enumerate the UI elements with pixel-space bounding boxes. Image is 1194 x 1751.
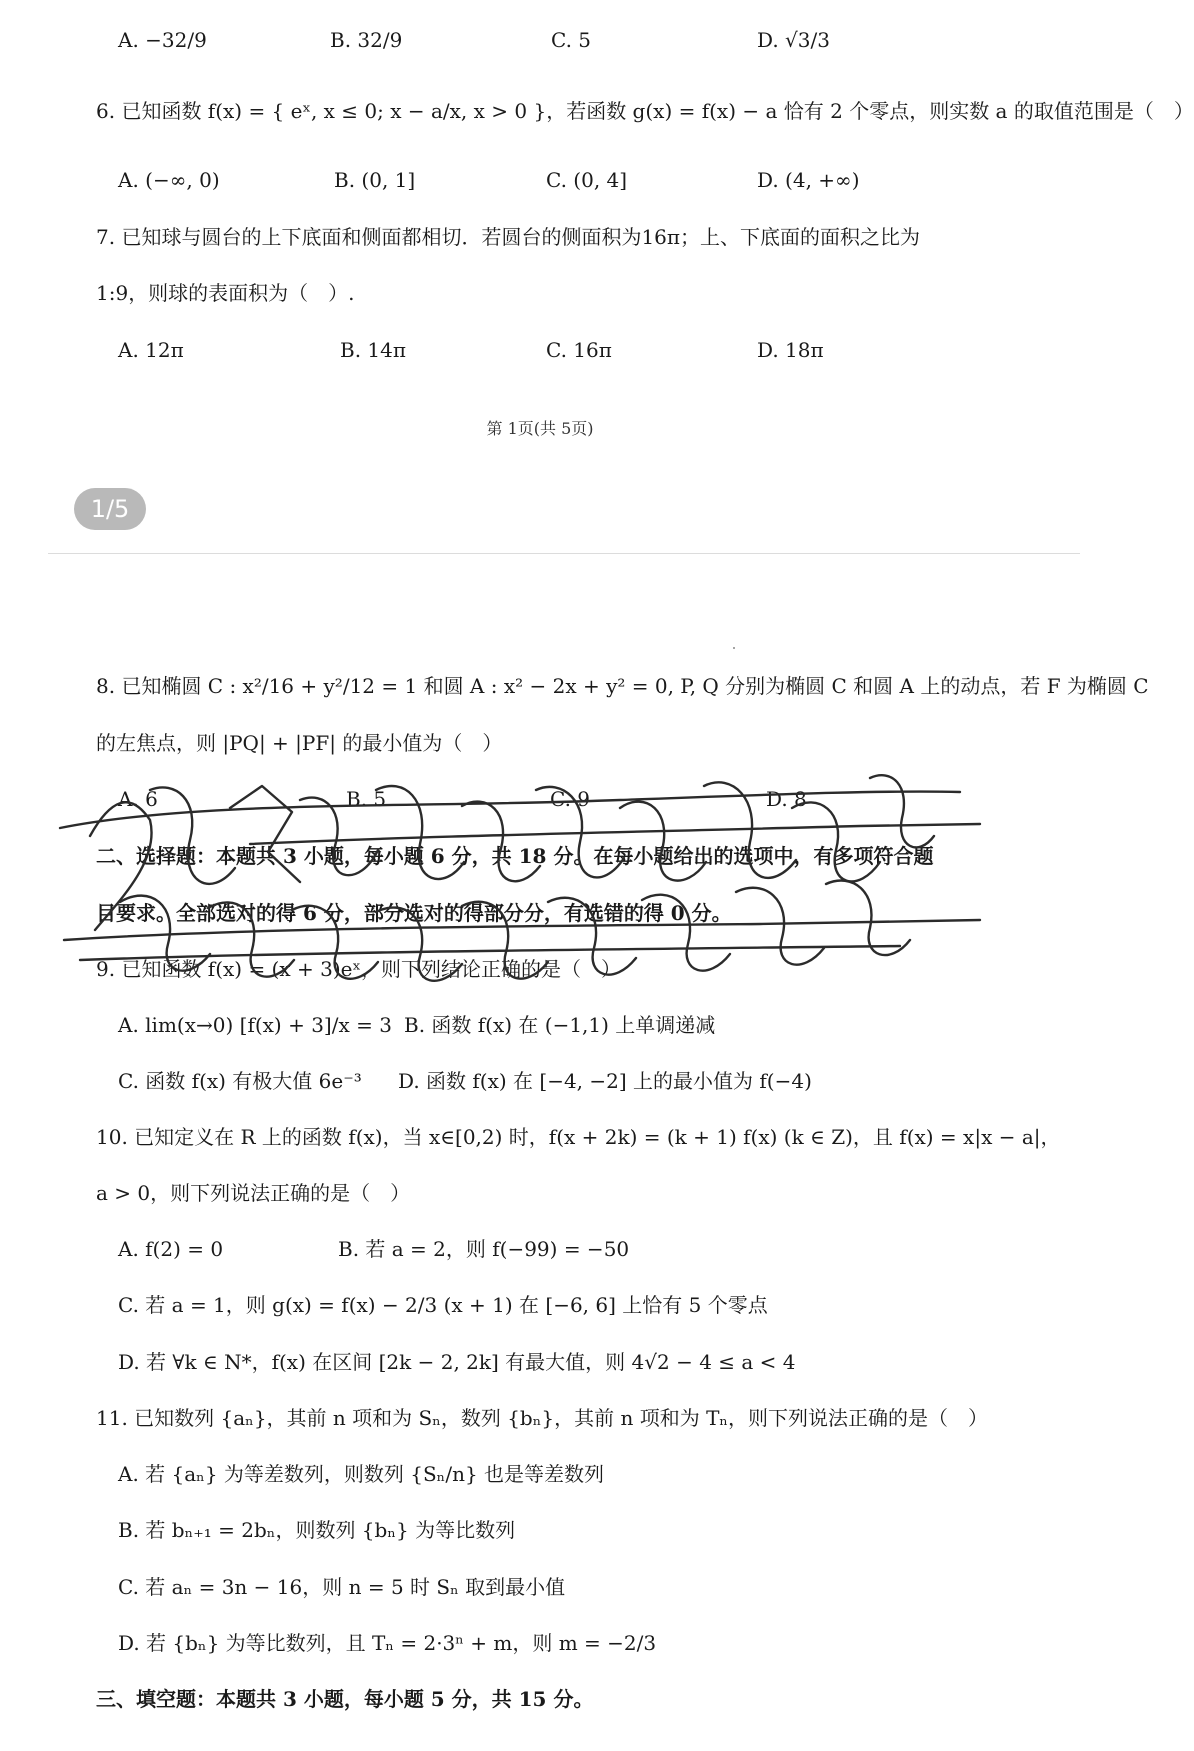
q9-option-b[interactable]: B. 函数 f(x) 在 (−1,1) 上单调递减 [404, 1013, 716, 1037]
q8-option-c[interactable]: C. 9 [550, 787, 591, 811]
page-divider [48, 553, 1080, 554]
q9-option-c[interactable]: C. 函数 f(x) 有极大值 6e⁻³ [118, 1069, 362, 1093]
q7-line1: 7. 已知球与圆台的上下底面和侧面都相切．若圆台的侧面积为16π；上、下底面的面积之比为 [96, 225, 921, 249]
q5-option-d[interactable]: D. √3/3 [757, 28, 830, 52]
page-footer: 第 1页(共 5页) [486, 419, 594, 438]
section2-heading-line2: 目要求。全部选对的得 6 分，部分选对的得部分分，有选错的得 0 分。 [96, 901, 732, 925]
q5-option-a[interactable]: A. −32/9 [118, 28, 207, 52]
q10-option-a[interactable]: A. f(2) = 0 [118, 1237, 224, 1261]
q10-option-b[interactable]: B. 若 a = 2，则 f(−99) = −50 [338, 1237, 630, 1261]
scan-speck [733, 647, 735, 649]
q5-option-b[interactable]: B. 32/9 [330, 28, 403, 52]
q9-option-d[interactable]: D. 函数 f(x) 在 [−4, −2] 上的最小值为 f(−4) [398, 1069, 812, 1093]
q8-line1: 8. 已知椭圆 C : x²/16 + y²/12 = 1 和圆 A : x² − 2x + y² = 0, P, Q 分别为椭圆 C 和圆 A 上的动点，若 F 为椭圆 C [96, 674, 1149, 698]
q9-stem: 9. 已知函数 f(x) = (x + 3)eˣ，则下列结论正确的是（ ） [96, 957, 621, 981]
q7-option-b[interactable]: B. 14π [340, 338, 407, 362]
q8-option-b[interactable]: B. 5 [346, 787, 387, 811]
q11-option-d[interactable]: D. 若 {bₙ} 为等比数列，且 Tₙ = 2·3ⁿ + m，则 m = −2/3 [118, 1631, 657, 1655]
section3-heading: 三、填空题：本题共 3 小题，每小题 5 分，共 15 分。 [96, 1687, 594, 1711]
q11-option-b[interactable]: B. 若 bₙ₊₁ = 2bₙ，则数列 {bₙ} 为等比数列 [118, 1518, 516, 1542]
q6-option-a[interactable]: A. (−∞, 0) [118, 168, 220, 192]
q8-option-d[interactable]: D. 8 [766, 787, 807, 811]
q10-option-c[interactable]: C. 若 a = 1，则 g(x) = f(x) − 2/3 (x + 1) 在 [−6, 6] 上恰有 5 个零点 [118, 1293, 768, 1317]
q11-stem: 11. 已知数列 {aₙ}，其前 n 项和为 Sₙ，数列 {bₙ}，其前 n 项和为 Tₙ，则下列说法正确的是（ ） [96, 1406, 989, 1430]
q6-option-d[interactable]: D. (4, +∞) [757, 168, 860, 192]
q10-line2: a > 0，则下列说法正确的是（ ） [96, 1181, 411, 1205]
q7-option-a[interactable]: A. 12π [118, 338, 184, 362]
q10-line1: 10. 已知定义在 R 上的函数 f(x)，当 x∈[0,2) 时，f(x + 2k) = (k + 1) f(x) (k ∈ Z)，且 f(x) = x|x − a|， [96, 1125, 1061, 1149]
q8-option-a[interactable]: A. 6 [118, 787, 158, 811]
page-indicator[interactable]: 1/5 [74, 488, 146, 530]
q6-option-c[interactable]: C. (0, 4] [546, 168, 628, 192]
q5-option-c[interactable]: C. 5 [551, 28, 592, 52]
q7-option-d[interactable]: D. 18π [757, 338, 824, 362]
q10-option-d[interactable]: D. 若 ∀k ∈ N*，f(x) 在区间 [2k − 2, 2k] 有最大值，则 4√2 − 4 ≤ a < 4 [118, 1350, 796, 1374]
q11-option-a[interactable]: A. 若 {aₙ} 为等差数列，则数列 {Sₙ/n} 也是等差数列 [118, 1462, 605, 1486]
q6-stem: 6. 已知函数 f(x) = { eˣ, x ≤ 0; x − a/x, x > 0 }，若函数 g(x) = f(x) − a 恰有 2 个零点，则实数 a 的取值范围是（ ） [96, 99, 1194, 123]
q8-line2: 的左焦点，则 |PQ| + |PF| 的最小值为（ ） [96, 731, 503, 755]
q7-option-c[interactable]: C. 16π [546, 338, 612, 362]
q9-option-a[interactable]: A. lim(x→0) [f(x) + 3]/x = 3 [118, 1013, 392, 1037]
q11-option-c[interactable]: C. 若 aₙ = 3n − 16，则 n = 5 时 Sₙ 取到最小值 [118, 1575, 566, 1599]
section2-heading-line1: 二、选择题：本题共 3 小题，每小题 6 分，共 18 分。在每小题给出的选项中，有多项符合题 [96, 844, 934, 868]
q6-option-b[interactable]: B. (0, 1] [334, 168, 416, 192]
q7-line2: 1:9，则球的表面积为（ ）. [96, 281, 355, 305]
